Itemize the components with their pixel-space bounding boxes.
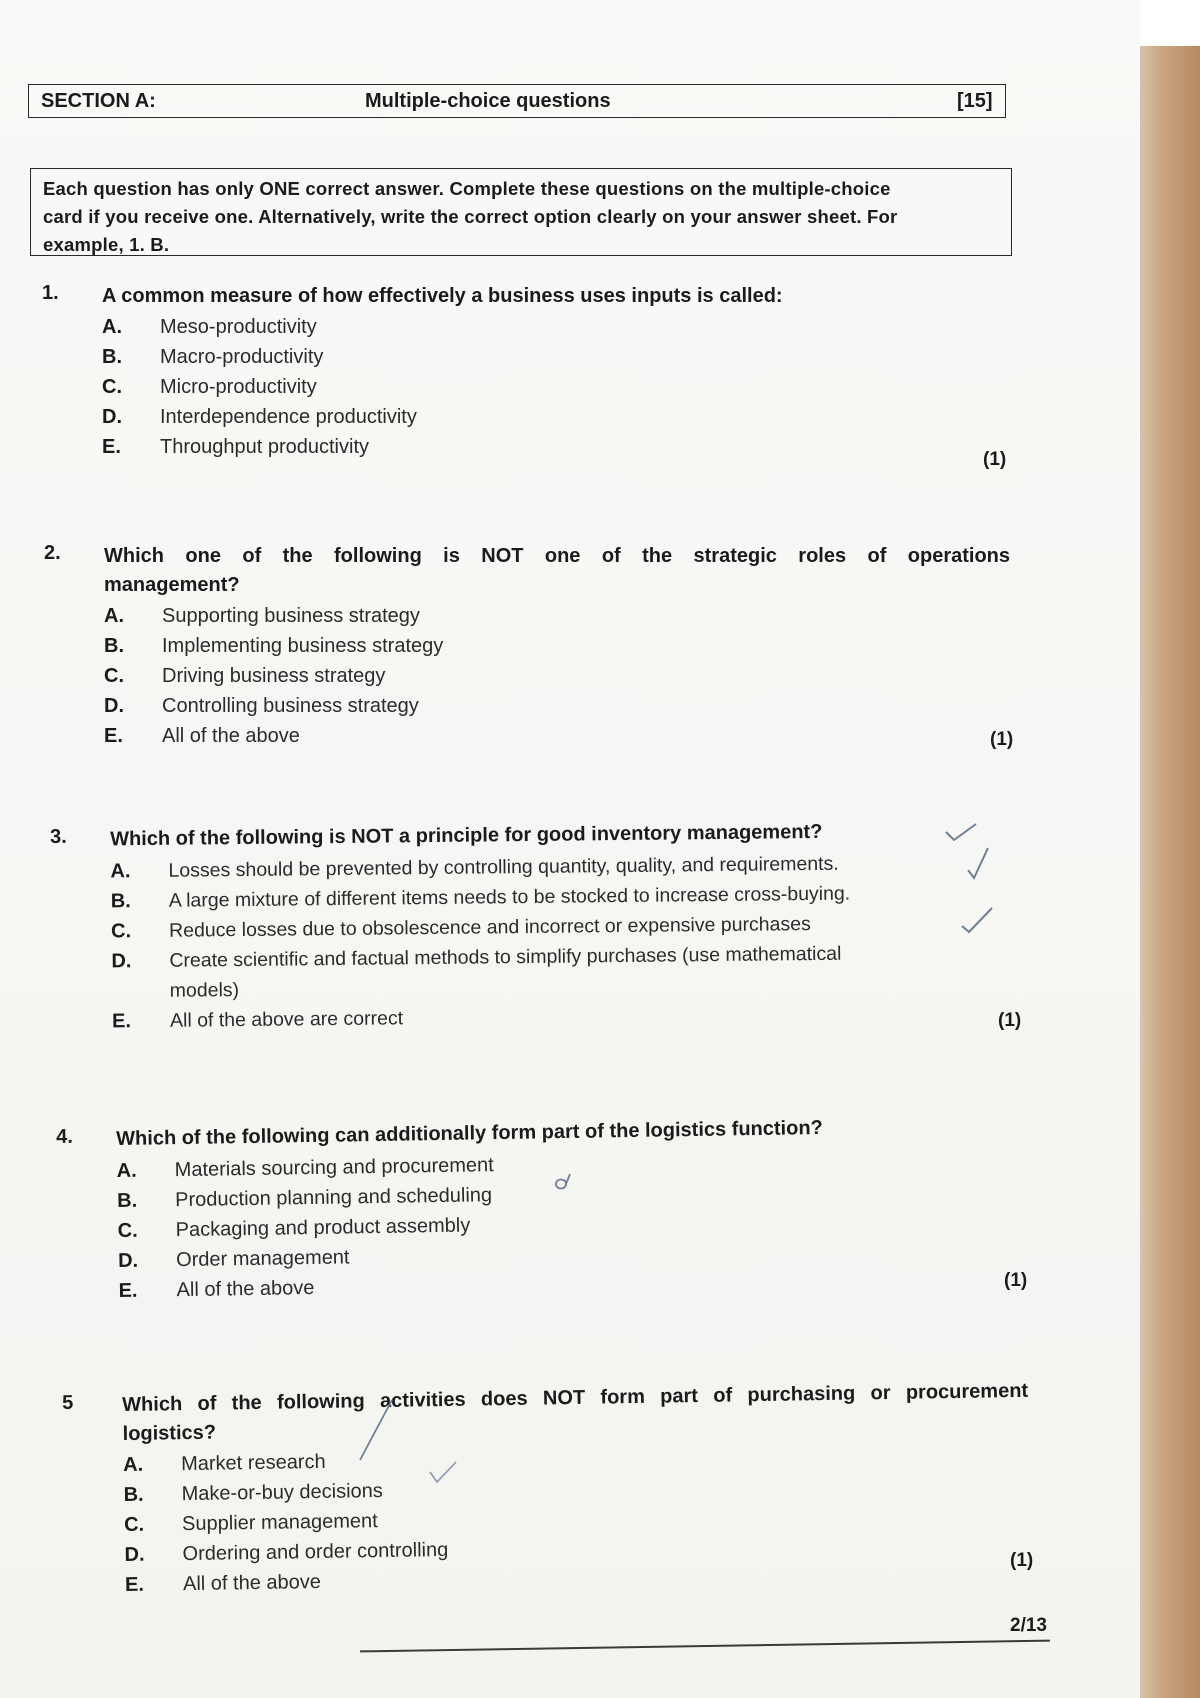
option-letter: C. bbox=[123, 1513, 145, 1537]
question-4 bbox=[56, 1111, 989, 1326]
pen-tick-icon bbox=[966, 846, 992, 882]
option-text: Create scientific and factual methods to simplify purchases (use mathematical bbox=[169, 942, 842, 972]
option-text: Reduce losses due to obsolescence and incorrect or expensive purchases bbox=[168, 913, 811, 942]
question-2-marks: (1) bbox=[990, 729, 1014, 750]
instructions-line-2: card if you receive one. Alternatively, write the correct option clearly on your answer sheet. For bbox=[43, 206, 898, 227]
option-letter: B. bbox=[102, 346, 122, 368]
option-letter: A. bbox=[110, 860, 131, 883]
options-list bbox=[122, 1450, 449, 1600]
option-text: Packaging and product assembly bbox=[175, 1214, 471, 1242]
option-letter: C. bbox=[102, 376, 122, 398]
option-letter: C. bbox=[117, 1219, 138, 1243]
option-letter: B. bbox=[104, 635, 124, 657]
question-2 bbox=[44, 542, 1014, 752]
option-letter: D. bbox=[102, 406, 122, 428]
question-number: 2. bbox=[44, 542, 61, 564]
pen-tick-icon bbox=[944, 822, 978, 846]
section-header bbox=[28, 84, 1006, 118]
pen-slash-icon bbox=[356, 1398, 396, 1464]
question-number: 3. bbox=[50, 825, 67, 848]
option-letter: D. bbox=[111, 950, 132, 973]
option-text: Order management bbox=[175, 1246, 350, 1272]
option-text: All of the above bbox=[162, 725, 300, 747]
option-letter: D. bbox=[117, 1249, 139, 1273]
option-text: All of the above bbox=[176, 1276, 315, 1302]
option-letter: C. bbox=[104, 665, 124, 687]
option-text: Throughput productivity bbox=[160, 436, 370, 458]
option-text: Micro-productivity bbox=[160, 376, 317, 398]
question-5-marks: (1) bbox=[1010, 1550, 1034, 1571]
instructions-line-3: example, 1. B. bbox=[43, 234, 170, 255]
question-number: 1. bbox=[42, 282, 59, 304]
question-1 bbox=[42, 282, 1002, 482]
section-title: Multiple-choice questions bbox=[365, 90, 611, 112]
question-3-marks: (1) bbox=[998, 1010, 1022, 1031]
option-letter: D. bbox=[104, 695, 124, 717]
option-text: A large mixture of different items needs to be stocked to increase cross-buying. bbox=[168, 882, 851, 912]
instructions-line-1: Each question has only ONE correct answer. Complete these questions on the multiple-choice bbox=[43, 178, 891, 199]
option-text: Macro-productivity bbox=[160, 346, 324, 368]
question-5 bbox=[62, 1377, 1045, 1602]
section-label: SECTION A: bbox=[41, 90, 156, 112]
option-letter: E. bbox=[111, 1010, 132, 1033]
option-letter: E. bbox=[104, 725, 123, 747]
option-letter: C. bbox=[110, 920, 132, 943]
question-text-line-2: logistics? bbox=[122, 1421, 217, 1446]
option-letter: B. bbox=[123, 1483, 144, 1507]
option-text: Losses should be prevented by controlling quantity, quality, and requirements. bbox=[168, 852, 839, 882]
option-text: Implementing business strategy bbox=[162, 635, 444, 657]
option-letter: A. bbox=[104, 605, 124, 627]
option-text: Supplier management bbox=[181, 1510, 378, 1536]
option-letter: A. bbox=[102, 316, 122, 338]
options-list bbox=[110, 852, 851, 1036]
option-text: Driving business strategy bbox=[162, 665, 386, 687]
question-text: A common measure of how effectively a business uses inputs is called: bbox=[102, 285, 783, 307]
page-number: 2/13 bbox=[1010, 1615, 1047, 1636]
pen-mark-icon bbox=[552, 1172, 574, 1194]
option-letter: E. bbox=[102, 436, 121, 458]
question-3 bbox=[50, 816, 982, 1046]
option-text-continued: models) bbox=[169, 979, 240, 1002]
question-text: Which of the following is NOT a principle for good inventory management? bbox=[110, 820, 823, 851]
option-text: Meso-productivity bbox=[160, 316, 317, 338]
instructions-box bbox=[30, 168, 1012, 256]
option-text: Production planning and scheduling bbox=[175, 1184, 493, 1212]
desk-edge bbox=[1140, 46, 1200, 1698]
question-text-line-2: management? bbox=[104, 574, 240, 596]
option-text: Ordering and order controlling bbox=[182, 1538, 449, 1566]
question-4-marks: (1) bbox=[1004, 1270, 1028, 1291]
option-text: Supporting business strategy bbox=[162, 605, 420, 627]
option-text: All of the above bbox=[182, 1570, 322, 1596]
question-text-line-1: Which one of the following is NOT one of the strategic roles of operations bbox=[104, 545, 1010, 567]
section-marks: [15] bbox=[957, 90, 993, 112]
question-number: 4. bbox=[56, 1125, 74, 1148]
pen-tick-icon bbox=[428, 1460, 458, 1486]
option-letter: A. bbox=[122, 1453, 144, 1477]
option-letter: E. bbox=[118, 1279, 138, 1303]
option-text: Controlling business strategy bbox=[162, 695, 419, 717]
question-text: Which of the following can additionally form part of the logistics function? bbox=[116, 1116, 823, 1151]
question-number: 5 bbox=[62, 1391, 74, 1414]
options-list bbox=[116, 1154, 494, 1306]
question-text-line-1: Which of the following activities does NOT form part of purchasing or procurement bbox=[122, 1379, 1029, 1417]
option-letter: E. bbox=[124, 1573, 145, 1597]
option-text: All of the above are correct bbox=[169, 1007, 404, 1032]
option-letter: A. bbox=[116, 1159, 137, 1183]
option-letter: B. bbox=[110, 890, 131, 913]
option-text: Materials sourcing and procurement bbox=[174, 1154, 494, 1182]
option-text: Market research bbox=[180, 1450, 326, 1476]
option-text: Make-or-buy decisions bbox=[181, 1479, 383, 1506]
question-1-marks: (1) bbox=[983, 449, 1007, 470]
option-letter: D. bbox=[124, 1543, 145, 1567]
option-d[interactable] bbox=[111, 942, 842, 1006]
pen-tick-icon bbox=[960, 906, 996, 936]
option-letter: B. bbox=[117, 1189, 138, 1213]
option-text: Interdependence productivity bbox=[160, 406, 417, 428]
